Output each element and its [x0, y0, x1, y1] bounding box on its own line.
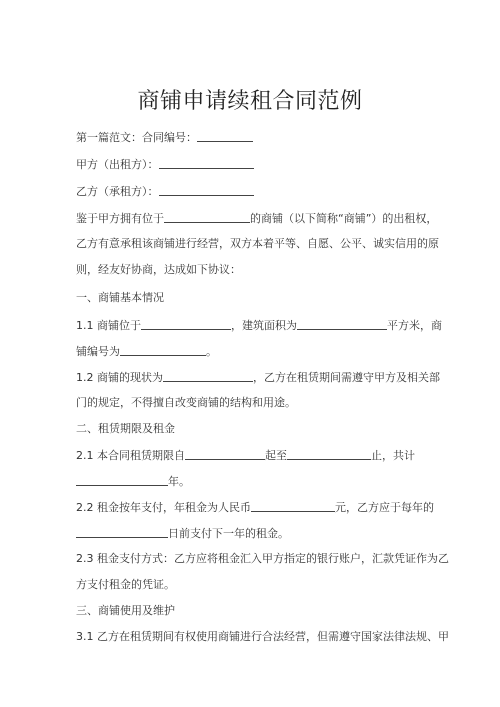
blank-field [251, 500, 335, 512]
party-a-label: 甲方（出租方）： [76, 158, 159, 171]
blank-field [159, 157, 254, 169]
text-segment: 止，共计 [371, 449, 415, 462]
party-a-line [76, 157, 426, 172]
blank-field [120, 344, 206, 356]
party-b-label: 乙方（承租方）： [76, 185, 159, 198]
contract-number-label: 第一篇范文：合同编号： [76, 131, 197, 144]
text-segment: 。 [206, 345, 217, 358]
text-segment: 铺编号为 [76, 345, 120, 358]
section-heading-3: 三、商铺使用及维护 [76, 604, 175, 617]
clause-2-2 [76, 500, 434, 515]
text-line: 则，经友好协商，达成如下协议： [76, 263, 241, 276]
blank-field [76, 474, 168, 486]
blank-field [159, 184, 254, 196]
blank-field [297, 318, 387, 330]
clause-2-3: 2.3 租金支付方式：乙方应将租金汇入甲方指定的银行账户，汇款凭证作为乙 [76, 552, 449, 565]
text-segment: 2.2 租金按年支付，年租金为人民币 [76, 501, 251, 514]
clause-1-1 [76, 318, 442, 333]
document-title: 商铺申请续租合同范例 [137, 89, 363, 114]
text-segment: 年。 [168, 475, 190, 488]
clause-1-2 [76, 370, 440, 385]
clause-2-1 [76, 448, 426, 463]
clause-2-1-cont [76, 474, 426, 489]
clause-1-2-cont: 门的规定，不得擅自改变商铺的结构和用途。 [76, 396, 296, 409]
clause-3-1: 3.1 乙方在租赁期间有权使用商铺进行合法经营，但需遵守国家法律法规、甲 [76, 630, 449, 643]
blank-field [163, 370, 253, 382]
text-segment: 元，乙方应于每年的 [335, 501, 434, 514]
clause-2-3-cont: 方支付租金的凭证。 [76, 578, 175, 591]
text-segment: 的商铺（以下简称“商铺”）的出租权， [250, 212, 438, 225]
text-segment: 1.1 商铺位于 [76, 319, 141, 332]
blank-field [76, 526, 168, 538]
blank-field [141, 318, 231, 330]
blank-field [164, 211, 250, 223]
text-line: 乙方有意承租该商铺进行经营，双方本着平等、自愿、公平、诚实信用的原 [76, 237, 439, 250]
text-segment: 鉴于甲方拥有位于 [76, 212, 164, 225]
contract-number-line [76, 130, 426, 145]
text-line [76, 211, 438, 226]
text-segment: 平方米，商 [387, 319, 442, 332]
blank-field [287, 448, 371, 460]
section-heading-1: 一、商铺基本情况 [76, 291, 164, 304]
text-segment: ，建筑面积为 [231, 319, 297, 332]
clause-1-1-cont [76, 344, 426, 359]
text-segment: 1.2 商铺的现状为 [76, 371, 163, 384]
text-segment: 2.1 本合同租赁期限自 [76, 449, 185, 462]
blank-field [197, 130, 253, 142]
text-segment: ，乙方在租赁期间需遵守甲方及相关部 [253, 371, 440, 384]
blank-field [185, 448, 265, 460]
text-segment: 日前支付下一年的租金。 [168, 527, 289, 540]
party-b-line [76, 184, 426, 199]
text-segment: 起至 [265, 449, 287, 462]
section-heading-2: 二、租赁期限及租金 [76, 422, 175, 435]
clause-2-2-cont [76, 526, 426, 541]
